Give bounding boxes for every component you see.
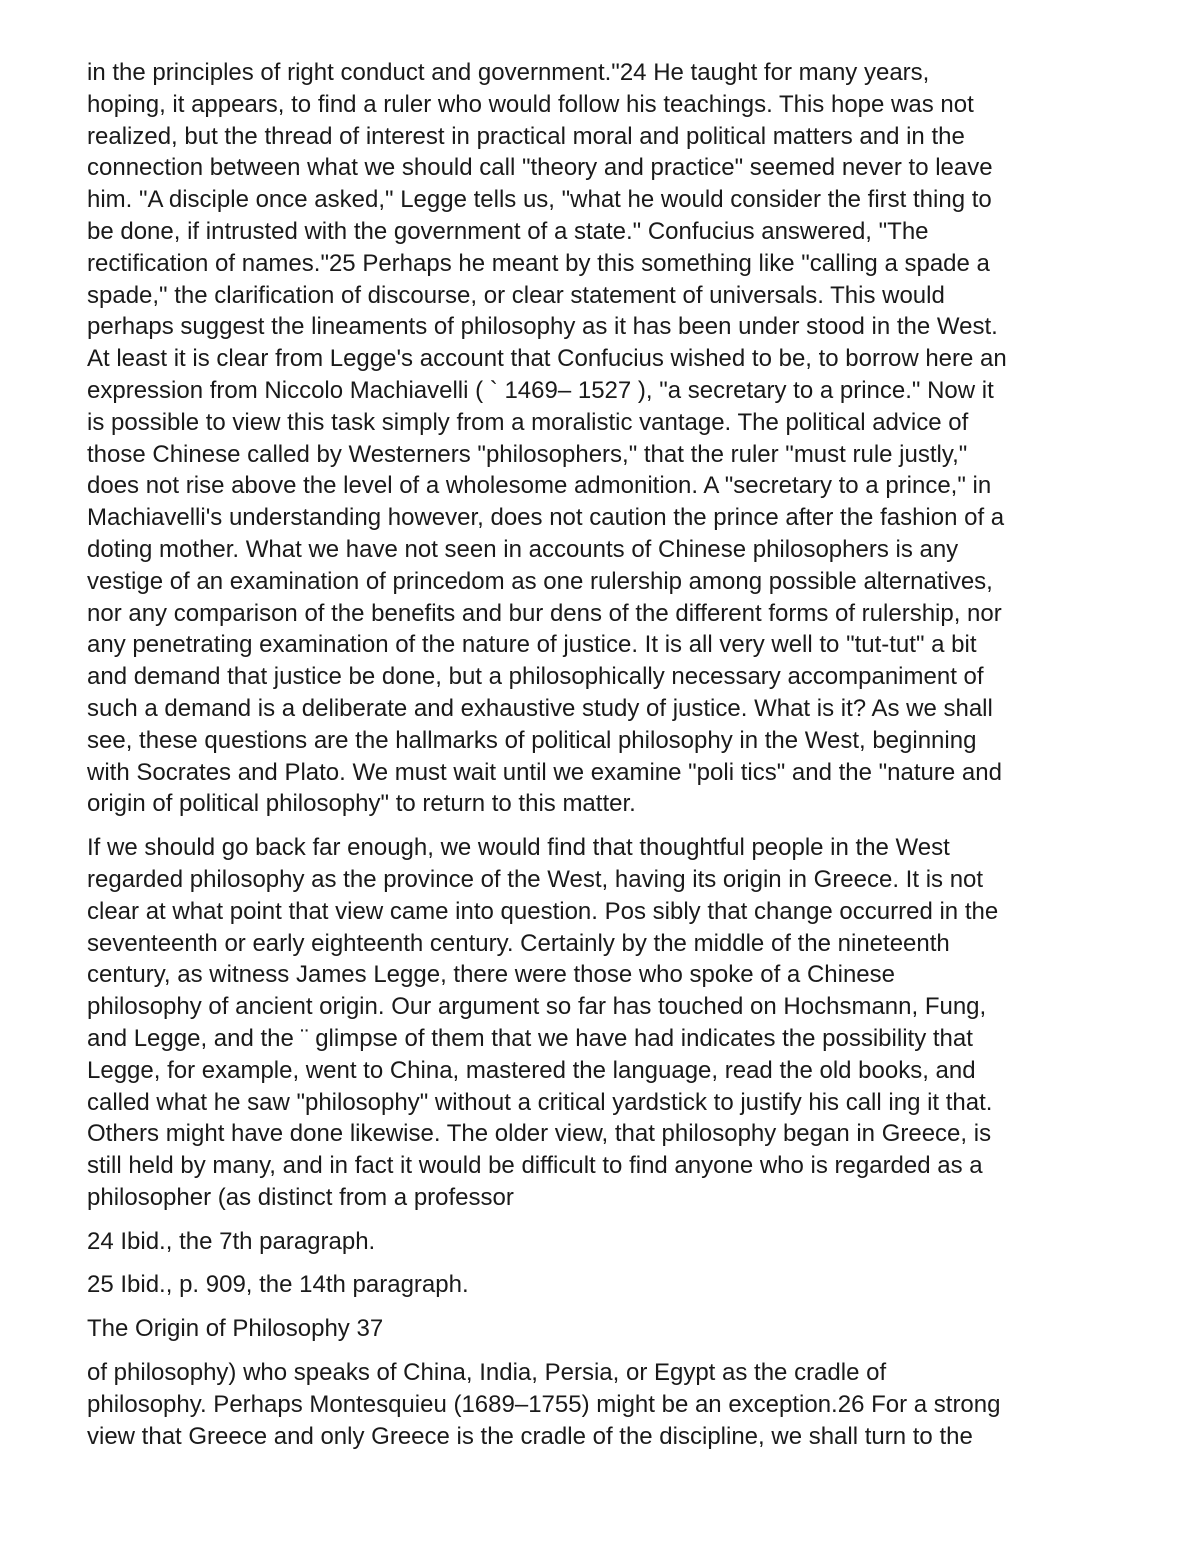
body-paragraph: If we should go back far enough, we would find that thoughtful people in the West regarded philosophy as the province of the West, having its origin in Greece. It is not clear at what point that view came into question. Pos sibly that change occurred in the seventeenth or early eighteenth century. Certainly by the middle of the nineteenth century, as witness James Legge, there were those who spoke of a Chinese philosophy of ancient origin. Our argument so far has touched on Hochsmann, Fung, and Legge, and the ¨ glimpse of them that we have had indicates the possibility that Legge, for example, went to China, mastered the language, read the old books, and called what he saw "philosophy" without a critical yardstick to justify his call ing it that. Others might have done likewise. The older view, that philosophy began in Greece, is still held by many, and in fact it would be difficult to find anyone who is regarded as a philosopher (as distinct from a professor xyxy=(87,834,999,1211)
document-page xyxy=(87,57,1137,1464)
running-header: The Origin of Philosophy 37 xyxy=(87,1315,384,1343)
footnote-24: 24 Ibid., the 7th paragraph. xyxy=(87,1227,376,1255)
footnote-25: 25 Ibid., p. 909, the 14th paragraph. xyxy=(87,1271,469,1299)
body-paragraph: in the principles of right conduct and government."24 He taught for many years, hoping, it appears, to find a ruler who would follow his teachings. This hope was not realized, but the thread of interest in practical moral and political matters and in the connection between what we should call "theory and practice" seemed never to leave him. "A disciple once asked," Legge tells us, "what he would consider the first thing to be done, if intrusted with the government of a state." Confucius answered, "The rectification of names."25 Perhaps he meant by this something like "calling a spade a spade," the clarification of discourse, or clear statement of universals. This would perhaps suggest the lineaments of philosophy as it has been under stood in the West. At least it is clear from Legge's account that Confucius wished to be, to borrow here an expression from Niccolo Machiavelli ( ` 1469– 1527 ), "a secretary to a prince." Now it is possible to view this task simply from a moralistic vantage. The political advice of those Chinese called by Westerners "philosophers," that the ruler "must rule justly," does not rise above the level of a wholesome admonition. A "secretary to a prince," in Machiavelli's understanding however, does not caution the prince after the fashion of a doting mother. What we have not seen in accounts of Chinese philosophers is any vestige of an examination of princedom as one rulership among possible alternatives, nor any comparison of the benefits and bur dens of the different forms of rulership, nor any penetrating examination of the nature of justice. It is all very well to "tut-tut" a bit and demand that justice be done, but a philosophically necessary accompaniment of such a demand is a deliberate and exhaustive study of justice. What is it? As we shall see, these questions are the hallmarks of political philosophy in the West, beginning with Socrates and Plato. We must wait until we examine "poli tics" and the "nature and origin of political philosophy" to return to this matter. xyxy=(87,59,1007,818)
body-paragraph: of philosophy) who speaks of China, India, Persia, or Egypt as the cradle of philosophy. Perhaps Montesquieu (1689–1755) might be an exception.26 For a strong view that Greece and only Greece is the cradle of the discipline, we shall turn to the xyxy=(87,1359,1001,1450)
